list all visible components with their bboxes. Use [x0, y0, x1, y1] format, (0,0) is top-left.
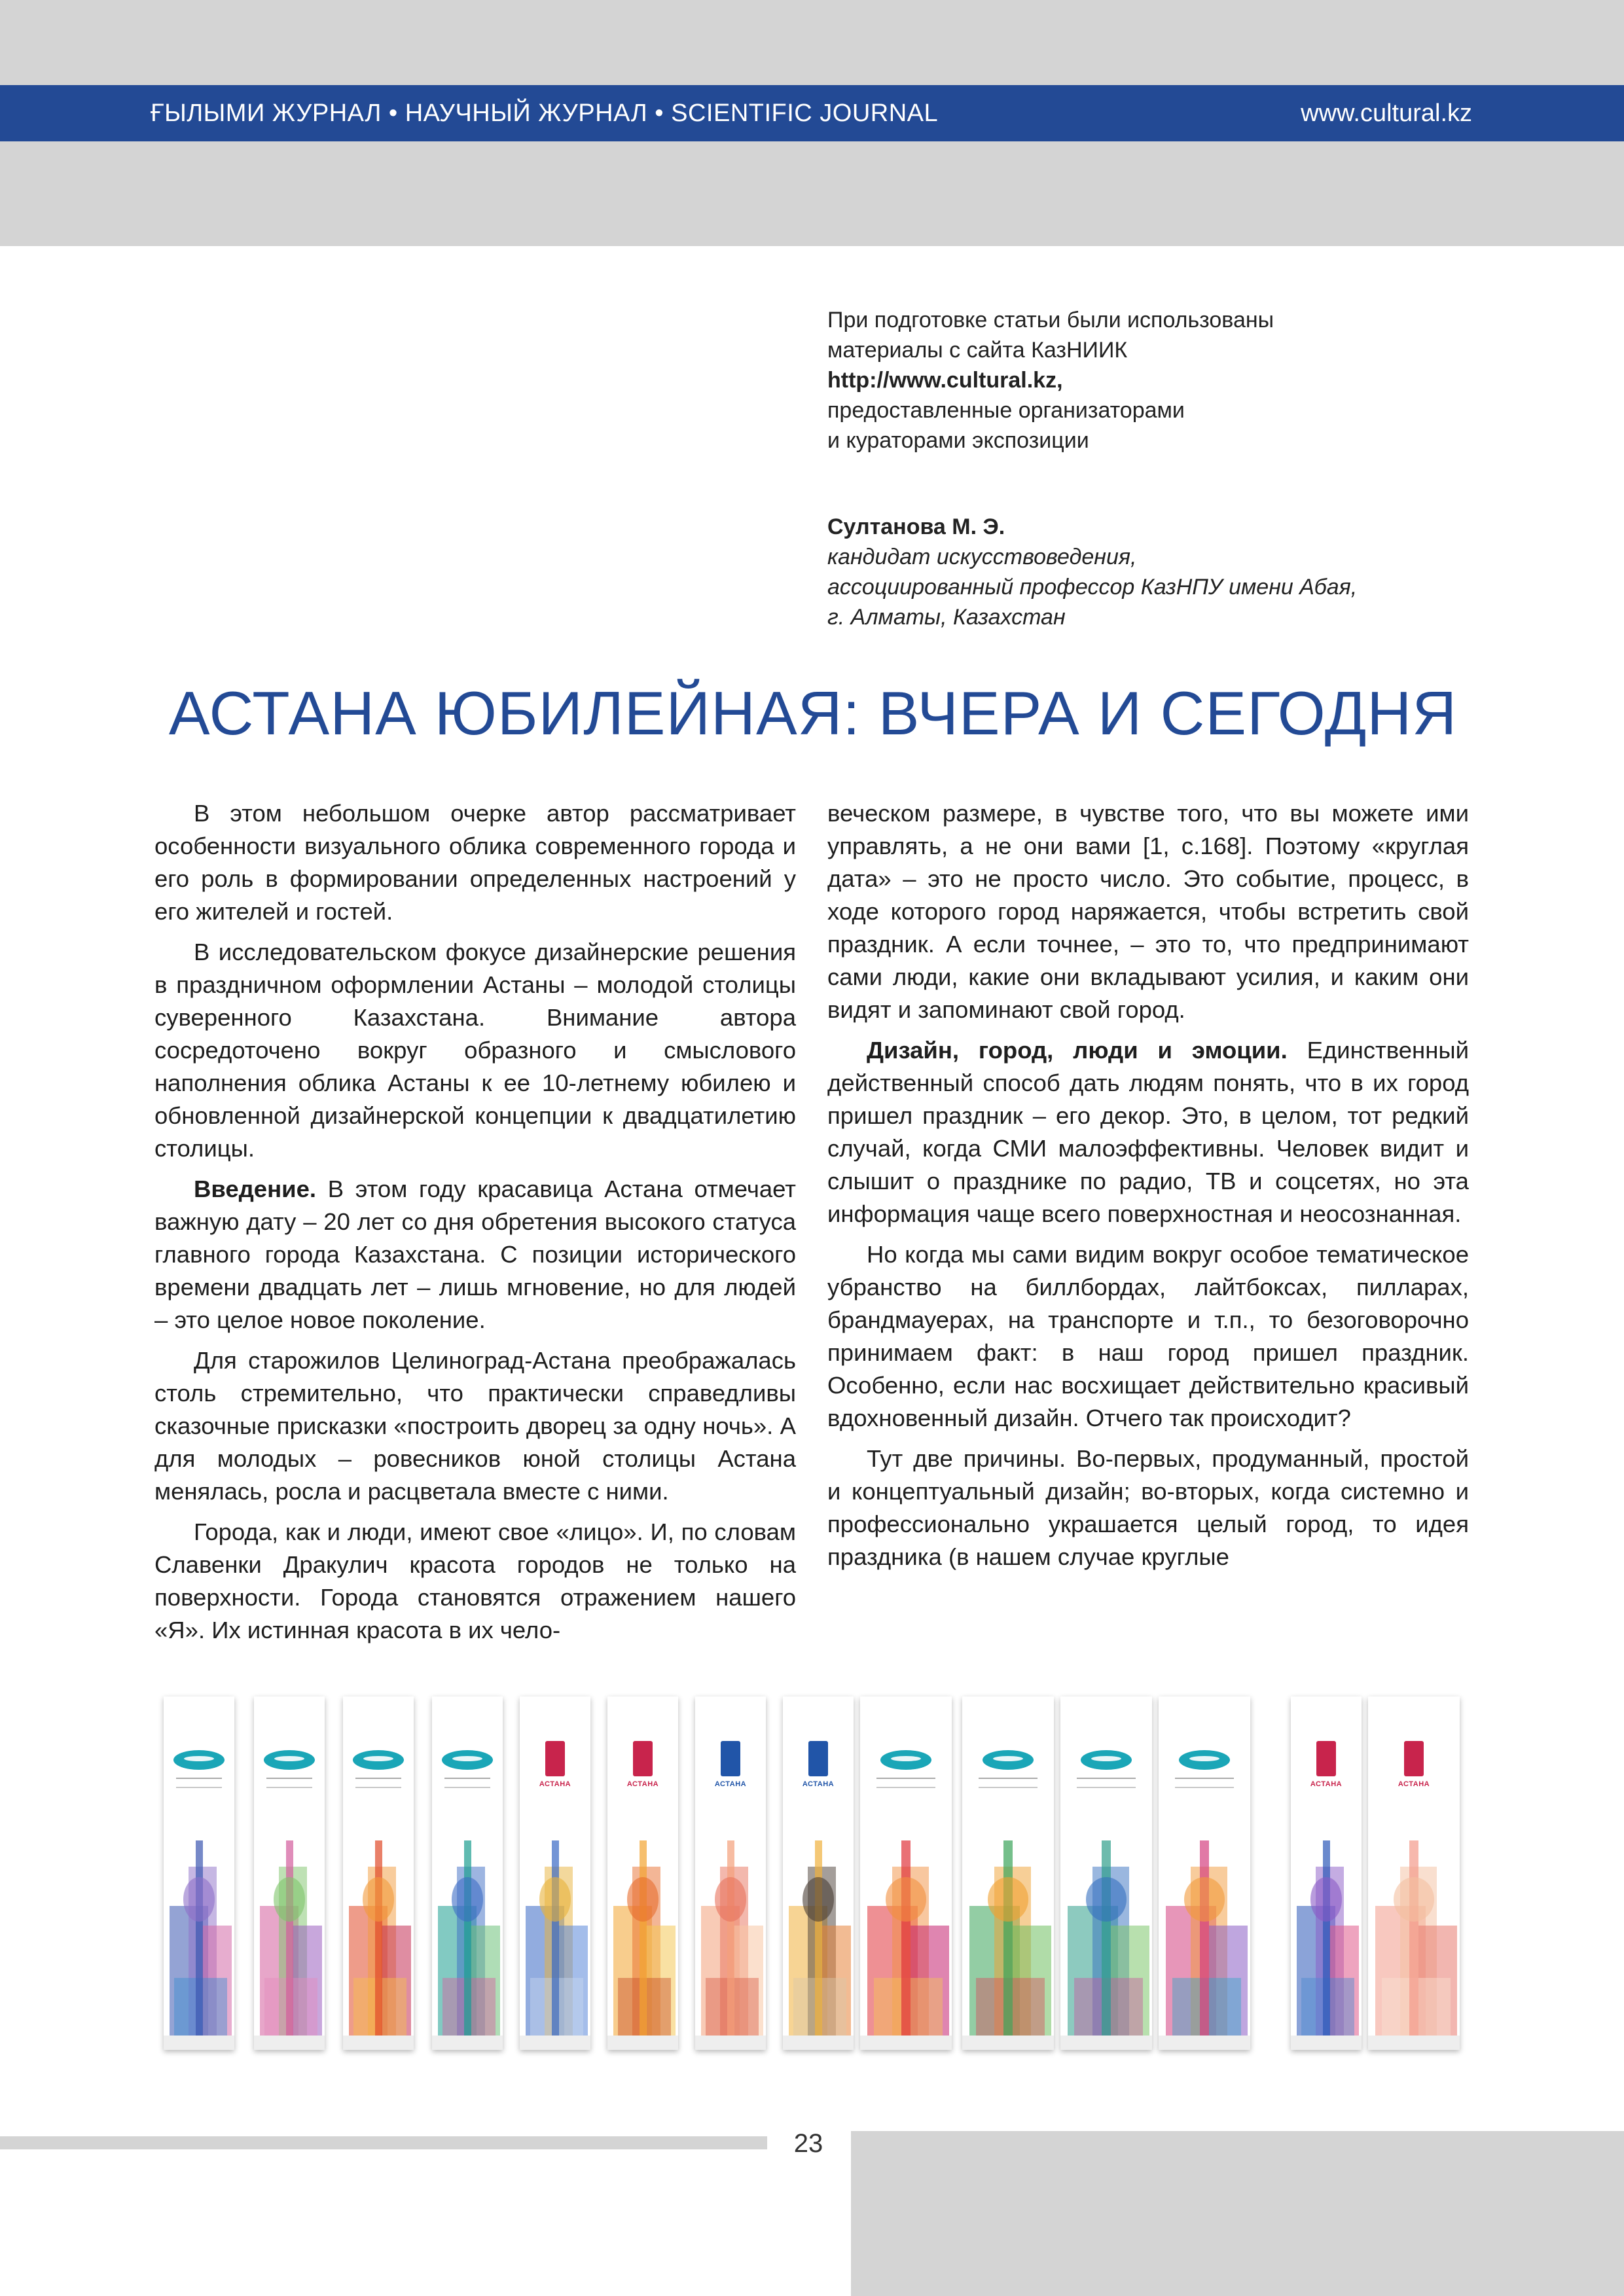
watercolor-shape: [727, 1840, 734, 2050]
logo-icon: [353, 1750, 404, 1770]
section-heading: Введение.: [194, 1175, 317, 1202]
banner-illustration: [1291, 1696, 1362, 2050]
paragraph: Введение. В этом году красавица Астана отмечает важную дату – 20 лет со дня обретения высокого статуса главного города Казахстана. С позиции исторического времени двадцать лет – лишь мгновение, но для людей – это целое новое поколение.: [154, 1175, 796, 1333]
watercolor-shape: [640, 1840, 647, 2050]
paragraph: В этом небольшом очерке автор рассматривает особенности визуального облика современного города и его роль в формировании определенных настроений у его жителей и гостей.: [154, 800, 796, 925]
ground-strip: [254, 2036, 325, 2050]
logo-text: АСТАНА: [1398, 1780, 1430, 1788]
paragraph: В исследовательском фокусе дизайнерские решения в праздничном оформлении Астаны – молодой столицы суверенного Казахстана. Внимание автора сосредоточено вокруг образного и смыслового наполнения облика Астаны к ее 10-летнему юбилею и обновленной дизайнерской концепции к двадцатилетию столицы.: [154, 939, 796, 1162]
watercolor-landmark: [432, 1827, 503, 2050]
paragraph: Города, как и люди, имеют свое «лицо». И, по словам Славенки Дракулич красота городов не только на поверхности. Города становятся отражением нашего «Я». Их истинная красота в их чело-: [154, 1518, 796, 1643]
logo-caption-lines: [355, 1778, 401, 1788]
ground-strip: [783, 2036, 854, 2050]
logo-caption-lines: [876, 1778, 935, 1788]
logo-text: АСТАНА: [714, 1780, 747, 1788]
page-number: 23: [793, 2129, 823, 2158]
banner-illustrations: [164, 1696, 1473, 2055]
watercolor-dome: [1310, 1877, 1342, 1922]
ground-strip: [962, 2036, 1054, 2050]
logo-icon: [1081, 1750, 1132, 1770]
banner-illustration: [1368, 1696, 1460, 2050]
paragraph: Но когда мы сами видим вокруг особое тематическое убранство на биллбордах, лайтбоксах, пилларах, брандмауерах, на транспорте и т.п., то безоговорочно принимаем факт: в наш город пришел праздник. Особенно, если нас восхищает действительно красивый вдохновенный дизайн. Отчего так происходит?: [827, 1241, 1469, 1431]
banner-illustration: [254, 1696, 325, 2050]
banner-illustration: [1159, 1696, 1250, 2050]
journal-header-bar: [0, 85, 1624, 141]
ground-strip: [432, 2036, 503, 2050]
logo-icon: [173, 1750, 225, 1770]
banner-illustration: [164, 1696, 234, 2050]
author-degree: кандидат искусствоведения,: [827, 545, 1137, 569]
paragraph: Для старожилов Целиноград-Астана преображалась столь стремительно, что практически справедливы сказочные присказки «построить дворец за одну ночь». А для молодых – ровесников юной столицы Астана менялась, росла и расцветала вместе с ними.: [154, 1347, 796, 1505]
logo-caption-lines: [1077, 1778, 1136, 1788]
logo-icon: [880, 1750, 931, 1770]
astana-10-logo-icon: [721, 1741, 740, 1776]
ground-strip: [164, 2036, 234, 2050]
logo-text: АСТАНА: [626, 1780, 659, 1788]
credit-line: материалы с сайта КазНИИК: [827, 338, 1128, 363]
logo-caption-lines: [444, 1778, 490, 1788]
footer-rule: [0, 2136, 767, 2149]
watercolor-landmark: [1159, 1827, 1250, 2050]
astana-10-logo-icon: [1404, 1741, 1424, 1776]
source-credit: [827, 305, 1456, 456]
watercolor-landmark: [520, 1827, 590, 2050]
watercolor-dome: [363, 1877, 394, 1922]
banner-illustration: [1060, 1696, 1152, 2050]
credit-line: При подготовке статьи были использованы: [827, 308, 1274, 332]
logo-icon: [983, 1750, 1034, 1770]
watercolor-landmark: [164, 1827, 234, 2050]
watercolor-shape: [1200, 1840, 1209, 2050]
credit-line: и кураторами экспозиции: [827, 428, 1089, 453]
right-text-column: [827, 797, 1469, 1581]
watercolor-dome: [1394, 1877, 1434, 1922]
footer-gray-block: [851, 2131, 1624, 2296]
watercolor-landmark: [860, 1827, 952, 2050]
journal-name: ҒЫЛЫМИ ЖУРНАЛ • НАУЧНЫЙ ЖУРНАЛ • SCIENTIFIC JOURNAL: [151, 99, 939, 127]
watercolor-dome: [183, 1877, 215, 1922]
logo-caption-lines: [1175, 1778, 1234, 1788]
banner-illustration: [860, 1696, 952, 2050]
credit-link[interactable]: http://www.cultural.kz,: [827, 368, 1063, 393]
ground-strip: [1060, 2036, 1152, 2050]
astana-10-logo-icon: [633, 1741, 653, 1776]
watercolor-landmark: [1060, 1827, 1152, 2050]
author-location: г. Алматы, Казахстан: [827, 605, 1066, 630]
banner-illustration: [783, 1696, 854, 2050]
paragraph: Тут две причины. Во-первых, продуманный, простой и концептуальный дизайн; во-вторых, когда системно и профессионально украшается целый город, то идея праздника (в нашем случае круглые: [827, 1445, 1469, 1570]
ground-strip: [520, 2036, 590, 2050]
author-name: Султанова М. Э.: [827, 514, 1005, 539]
watercolor-shape: [1409, 1840, 1418, 2050]
watercolor-shape: [815, 1840, 822, 2050]
watercolor-dome: [627, 1877, 659, 1922]
ground-strip: [607, 2036, 678, 2050]
watercolor-landmark: [1368, 1827, 1460, 2050]
watercolor-dome: [803, 1877, 834, 1922]
watercolor-landmark: [962, 1827, 1054, 2050]
logo-icon: [1179, 1750, 1230, 1770]
banner-illustration: [520, 1696, 590, 2050]
astana-10-logo-icon: [1316, 1741, 1336, 1776]
credit-line: предоставленные организаторами: [827, 398, 1185, 423]
watercolor-shape: [901, 1840, 911, 2050]
watercolor-dome: [1086, 1877, 1127, 1922]
ground-strip: [695, 2036, 766, 2050]
logo-text: АСТАНА: [1310, 1780, 1343, 1788]
article-title: АСТАНА ЮБИЛЕЙНАЯ: ВЧЕРА И СЕГОДНЯ: [168, 679, 1458, 747]
watercolor-landmark: [783, 1827, 854, 2050]
author-position: ассоциированный профессор КазНПУ имени Абая,: [827, 575, 1358, 600]
watercolor-landmark: [1291, 1827, 1362, 2050]
watercolor-dome: [988, 1877, 1028, 1922]
watercolor-dome: [715, 1877, 746, 1922]
paragraph: веческом размере, в чувстве того, что вы можете ими управлять, а не они вами [1, с.168]. Поэтому «круглая дата» – это не просто число. Это событие, процесс, в ходе которого город наряжается, чтобы встретить свой праздник. А если точнее, – это то, что предпринимают сами люди, какие они вкладывают усилия, и каким они видят и запоминают свой город.: [827, 800, 1469, 1023]
watercolor-shape: [196, 1840, 203, 2050]
paragraph: Дизайн, город, люди и эмоции. Единственный действенный способ дать людям понять, что в их город пришел праздник – его декор. Это, в целом, тот редкий случай, когда СМИ малоэффективны. Человек видит и слышит о празднике по радио, ТВ и соцсетях, но эта информация чаще всего поверхностная и неосознанная.: [827, 1037, 1469, 1227]
watercolor-landmark: [607, 1827, 678, 2050]
logo-icon: [264, 1750, 315, 1770]
left-text-column: [154, 797, 796, 1655]
banner-illustration: [962, 1696, 1054, 2050]
astana-10-logo-icon: [808, 1741, 828, 1776]
watercolor-shape: [375, 1840, 382, 2050]
logo-caption-lines: [266, 1778, 312, 1788]
ground-strip: [860, 2036, 952, 2050]
banner-illustration: [432, 1696, 503, 2050]
logo-caption-lines: [176, 1778, 221, 1788]
watercolor-shape: [552, 1840, 559, 2050]
watercolor-shape: [286, 1840, 293, 2050]
watercolor-shape: [464, 1840, 471, 2050]
watercolor-shape: [1323, 1840, 1330, 2050]
logo-icon: [442, 1750, 493, 1770]
watercolor-landmark: [695, 1827, 766, 2050]
ground-strip: [1159, 2036, 1250, 2050]
watercolor-dome: [452, 1877, 483, 1922]
banner-illustration: [607, 1696, 678, 2050]
watercolor-landmark: [254, 1827, 325, 2050]
watercolor-dome: [1184, 1877, 1225, 1922]
ground-strip: [1368, 2036, 1460, 2050]
logo-text: АСТАНА: [539, 1780, 571, 1788]
watercolor-shape: [1102, 1840, 1111, 2050]
section-heading: Дизайн, город, люди и эмоции.: [867, 1037, 1288, 1064]
ground-strip: [343, 2036, 414, 2050]
logo-caption-lines: [979, 1778, 1038, 1788]
ground-strip: [1291, 2036, 1362, 2050]
banner-illustration: [695, 1696, 766, 2050]
watercolor-shape: [1003, 1840, 1013, 2050]
journal-website-link[interactable]: www.cultural.kz: [1301, 99, 1472, 127]
watercolor-dome: [886, 1877, 926, 1922]
banner-illustration: [343, 1696, 414, 2050]
author-block: [827, 512, 1482, 632]
astana-10-logo-icon: [545, 1741, 565, 1776]
watercolor-dome: [539, 1877, 571, 1922]
watercolor-dome: [274, 1877, 305, 1922]
logo-text: АСТАНА: [802, 1780, 835, 1788]
watercolor-landmark: [343, 1827, 414, 2050]
